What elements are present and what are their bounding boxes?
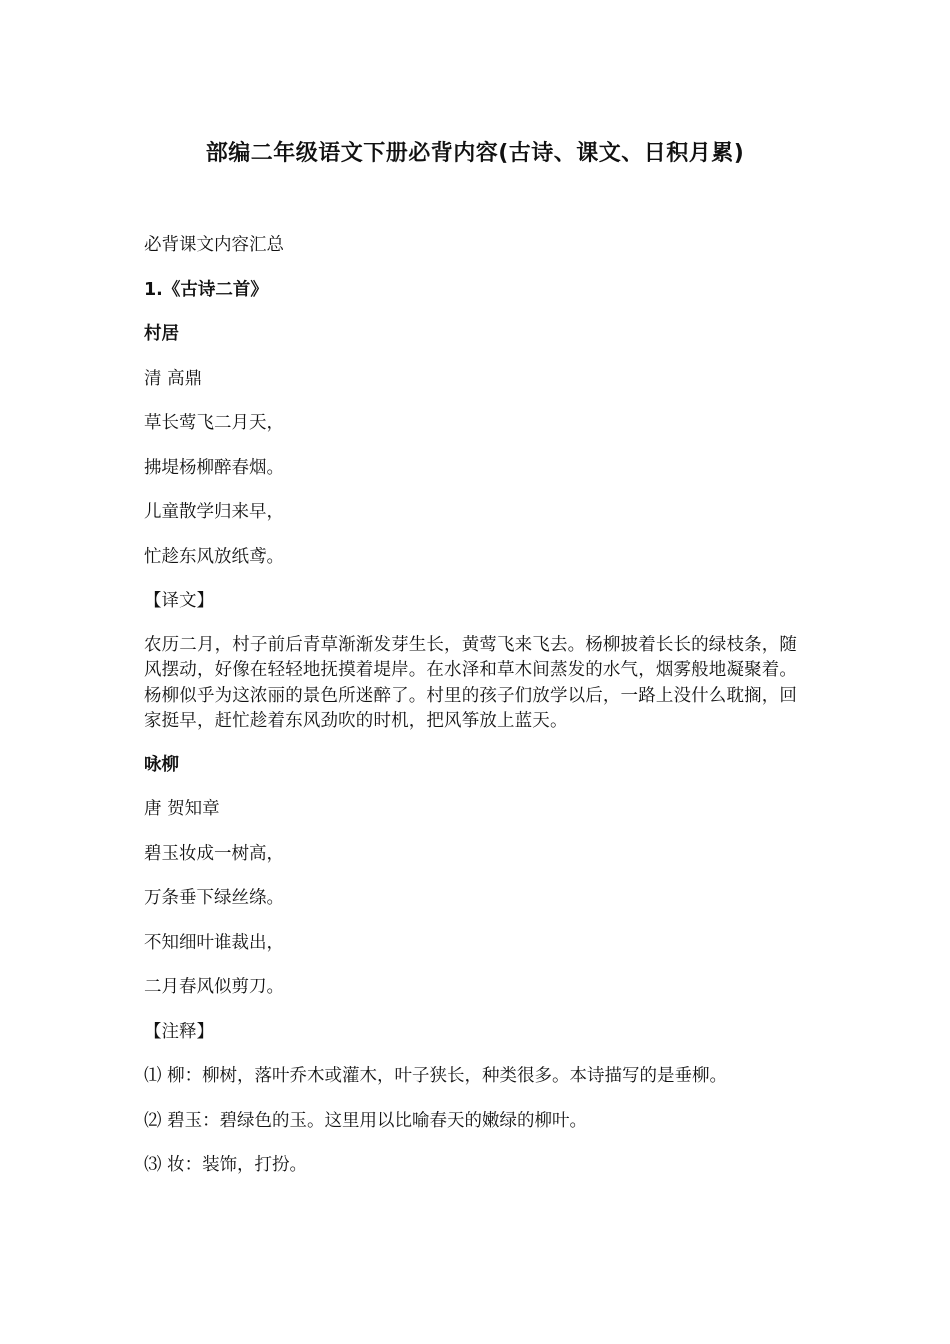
poem1-line: 儿童散学归来早， bbox=[144, 502, 284, 522]
poem2-title: 咏柳 bbox=[144, 754, 179, 775]
poem2-line: 碧玉妆成一树高， bbox=[144, 843, 284, 864]
document-body bbox=[144, 232, 804, 1197]
poem2-author: 唐 贺知章 bbox=[144, 799, 220, 820]
poem2-line: 万条垂下绿丝绦。 bbox=[144, 888, 284, 909]
notes-label: 【注释】 bbox=[144, 1021, 214, 1042]
document-title: 部编二年级语文下册必背内容(古诗、课文、日积月累) bbox=[205, 141, 745, 166]
poem2-line: 二月春风似剪刀。 bbox=[144, 977, 284, 998]
note-item: ⑶ 妆：装饰，打扮。 bbox=[144, 1155, 308, 1176]
poem1-author: 清 高鼎 bbox=[144, 368, 203, 389]
note-item: ⑵ 碧玉：碧绿色的玉。这里用以比喻春天的嫩绿的柳叶。 bbox=[144, 1110, 588, 1131]
poem1-line: 忙趁东风放纸鸢。 bbox=[144, 546, 284, 567]
poem1-line: 拂堤杨柳醉春烟。 bbox=[144, 457, 284, 478]
section-heading: 1.《古诗二首》 bbox=[144, 279, 268, 300]
note-item: ⑴ 柳：柳树，落叶乔木或灌木，叶子狭长，种类很多。本诗描写的是垂柳。 bbox=[144, 1066, 728, 1087]
translation-label: 【译文】 bbox=[144, 591, 214, 611]
poem2-line: 不知细叶谁裁出， bbox=[144, 932, 284, 953]
translation-text: 农历二月，村子前后青草渐渐发芽生长，黄莺飞来飞去。杨柳披着长长的绿枝条，随风摆动，好像在轻轻地抚摸着堤岸。在水泽和草木间蒸发的水气，烟雾般地凝聚着。杨柳似乎为这浓丽的景色所迷醉了。村里的孩子们放学以后，一路上没什么耽搁，回家挺早，赶忙趁着东风劲吹的时机，把风筝放上蓝天。 bbox=[144, 634, 798, 732]
intro-text: 必背课文内容汇总 bbox=[144, 235, 284, 255]
poem1-title: 村居 bbox=[144, 324, 179, 344]
poem1-line: 草长莺飞二月天， bbox=[144, 413, 284, 433]
